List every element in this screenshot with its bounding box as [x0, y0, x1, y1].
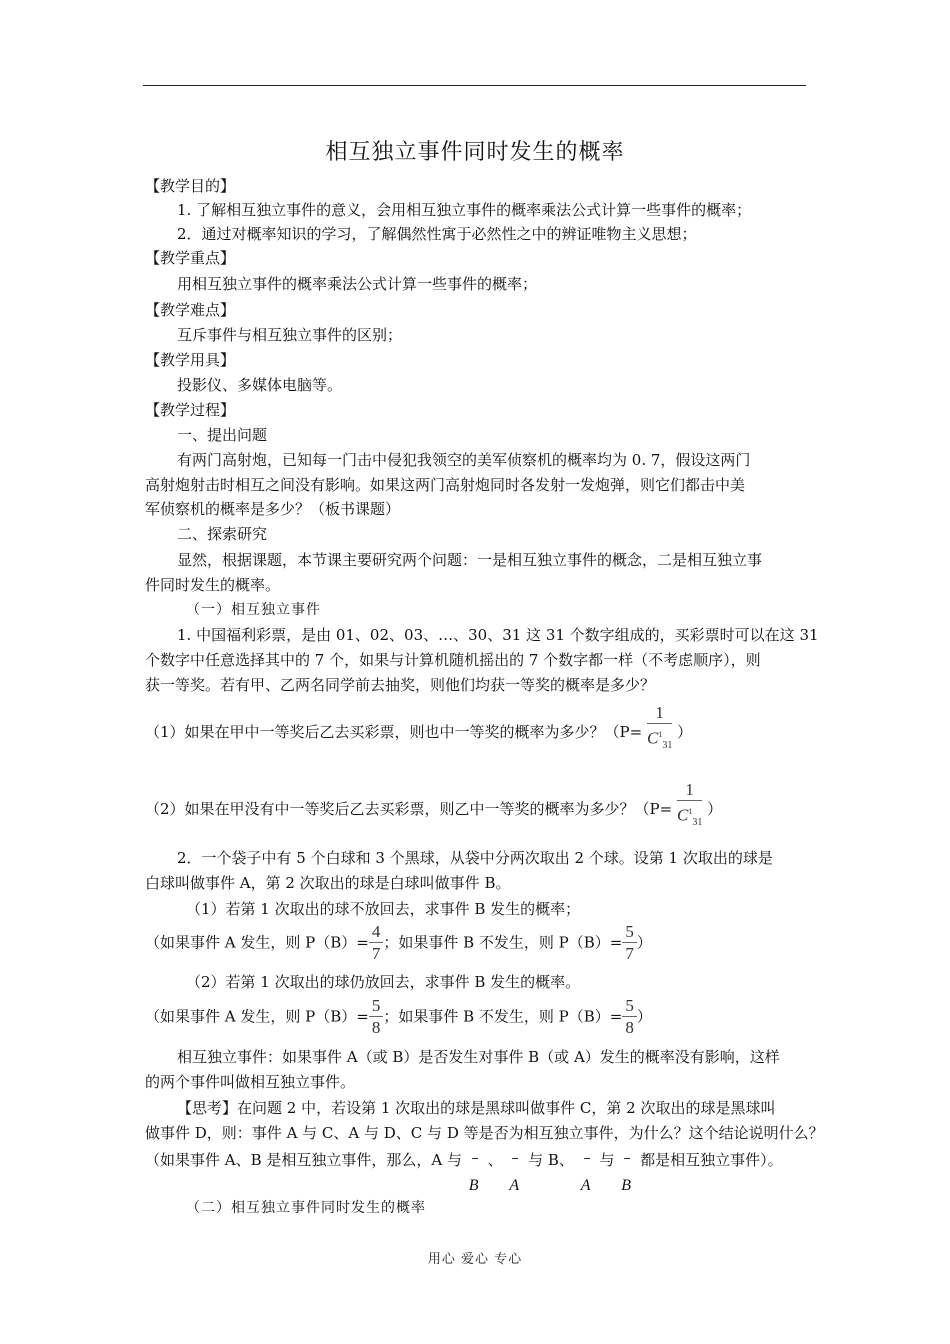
close-paren: ）: [707, 800, 723, 819]
process-heading: 【教学过程】: [145, 401, 236, 419]
difficulty-heading: 【教学难点】: [145, 301, 236, 319]
goal-item-2: 2．通过对概率知识的学习，了解偶然性寓于必然性之中的辨证唯物主义思想；: [177, 225, 697, 243]
fraction-denominator: [677, 801, 702, 834]
b-symbol: B: [468, 1177, 479, 1194]
combination-symbol: C: [647, 728, 659, 748]
fraction-denominator: [647, 724, 672, 757]
definition-line-2: 的两个事件叫做相互独立事件。: [145, 1073, 356, 1091]
part1-line-3: 军侦察机的概率是多少？（板书课题）: [145, 500, 401, 518]
fraction-numerator: 1: [647, 703, 672, 724]
question1-part-a-text: （1）如果在甲中一等奖后乙去买彩票，则也中一等奖的概率为多少？（P=: [145, 723, 643, 742]
goal-heading: 【教学目的】: [145, 177, 236, 195]
combination-sub: 31: [662, 740, 673, 752]
fraction-denominator: 7: [625, 944, 634, 963]
fraction-numerator: 5: [369, 996, 384, 1017]
fraction-numerator: 4: [369, 922, 384, 943]
combination-sub: 31: [692, 817, 703, 829]
difficulty-item-1: 互斥事件与相互独立事件的区别；: [177, 326, 403, 344]
header-rule: [143, 85, 806, 86]
tools-item-1: 投影仪、多媒体电脑等。: [177, 376, 343, 394]
answer-text: ；如果事件 B 不发生，则 P（B）=: [383, 933, 623, 952]
fraction-denominator: 8: [371, 1018, 381, 1037]
b-complement: [619, 1148, 635, 1194]
goal-item-1: 1. 了解相互独立事件的意义，会用相互独立事件的概率乘法公式计算一些事件的概率；: [177, 201, 752, 219]
definition-line-1: 相互独立事件：如果事件 A（或 B）是否发生对事件 B（或 A）发生的概率没有影响，这样: [177, 1048, 780, 1066]
part1-heading: 一、提出问题: [177, 426, 268, 444]
fraction-numerator: 1: [677, 780, 702, 801]
fraction-numerator: 5: [622, 922, 637, 943]
fraction-5-8: [369, 996, 384, 1039]
fraction-5-8: [622, 996, 637, 1039]
question1-part-b: [145, 780, 810, 834]
question2-part-a-answer: [145, 922, 810, 965]
page-title: 相互独立事件同时发生的概率: [325, 140, 625, 165]
answer-text: （如果事件 A 发生，则 P（B）=: [145, 1007, 369, 1026]
subsection-1-heading: （一）相互独立事件: [186, 602, 321, 618]
combination-symbol: C: [677, 805, 689, 825]
question2-part-a: （1）若第 1 次取出的球不放回去，求事件 B 发生的概率；: [186, 900, 581, 918]
question2-line-1: 2．一个袋子中有 5 个白球和 3 个黑球，从袋中分两次取出 2 个球。设第 1 次取出的球是: [177, 849, 773, 867]
think-text: （如果事件 A、B 是相互独立事件，那么，A 与: [145, 1151, 462, 1169]
combination-sup: 1: [658, 730, 663, 739]
question2-part-b-answer: [145, 996, 810, 1039]
fraction-denominator: 8: [625, 1018, 634, 1037]
fraction-numerator: 5: [622, 996, 637, 1017]
fraction-1-over-c31: [647, 703, 672, 757]
close-paren: ）: [677, 723, 693, 742]
fraction-4-7: [369, 922, 384, 965]
think-text: 与: [599, 1151, 615, 1169]
part1-line-2: 高射炮射击时相互之间没有影响。如果这两门高射炮同时各发射一发炮弹，则它们都击中美: [145, 476, 746, 494]
close-paren: ）: [636, 1007, 652, 1026]
fraction-5-7: [622, 922, 637, 965]
question1-line-3: 获一等奖。若有甲、乙两名同学前去抽奖，则他们均获一等奖的概率是多少？: [145, 676, 656, 694]
think-line-2: 做事件 D，则：事件 A 与 C、A 与 D、C 与 D 等是否为相互独立事件，为什么？这个结论说明什么？: [145, 1124, 824, 1142]
a-complement: [579, 1148, 595, 1194]
close-paren: ）: [636, 933, 652, 952]
question1-part-a: [145, 703, 810, 757]
page-footer: 用心 爱心 专心: [427, 1252, 523, 1267]
part2-line-2: 件同时发生的概率。: [145, 576, 281, 594]
b-complement: [467, 1148, 483, 1194]
question1-part-b-text: （2）如果在甲没有中一等奖后乙去买彩票，则乙中一等奖的概率为多少？（P=: [145, 800, 673, 819]
subsection-2-heading: （二）相互独立事件同时发生的概率: [186, 1200, 426, 1216]
part2-line-1: 显然，根据课题，本节课主要研究两个问题：一是相互独立事件的概念，二是相互独立事: [177, 551, 763, 569]
think-line-3: [145, 1148, 810, 1194]
part1-line-1: 有两门高射炮，已知每一门击中侵犯我领空的美军侦察机的概率均为 0. 7，假设这两门: [177, 451, 751, 469]
a-complement: [507, 1148, 523, 1194]
think-text: 、: [487, 1151, 503, 1169]
think-line-1: 【思考】在问题 2 中，若设第 1 次取出的球是黑球叫做事件 C，第 2 次取出的球是黑球叫: [177, 1099, 776, 1117]
answer-text: （如果事件 A 发生，则 P（B）=: [145, 933, 369, 952]
a-symbol: A: [580, 1177, 591, 1194]
tools-heading: 【教学用具】: [145, 351, 236, 369]
b-symbol: B: [621, 1177, 632, 1194]
question2-line-2: 白球叫做事件 A，第 2 次取出的球是白球叫做事件 B。: [145, 874, 511, 892]
think-text: 都是相互独立事件）。: [640, 1151, 783, 1169]
question1-line-1: 1. 中国福利彩票，是由 01、02、03、…、30、31 这 31 个数字组成的，买彩票时可以在这 31: [177, 626, 819, 644]
part2-heading: 二、探索研究: [177, 525, 268, 543]
key-heading: 【教学重点】: [145, 249, 236, 267]
question2-part-b: （2）若第 1 次取出的球仍放回去，求事件 B 发生的概率。: [186, 973, 581, 991]
fraction-denominator: 7: [371, 944, 381, 963]
think-text: 与 B、: [528, 1151, 574, 1169]
a-symbol: A: [509, 1177, 520, 1194]
question1-line-2: 个数字中任意选择其中的 7 个，如果与计算机随机摇出的 7 个数字都一样（不考虑顺序），则: [145, 651, 761, 669]
answer-text: ；如果事件 B 不发生，则 P（B）=: [383, 1007, 623, 1026]
combination-sup: 1: [688, 807, 693, 816]
key-item-1: 用相互独立事件的概率乘法公式计算一些事件的概率；: [177, 275, 538, 293]
fraction-1-over-c31: [677, 780, 702, 834]
